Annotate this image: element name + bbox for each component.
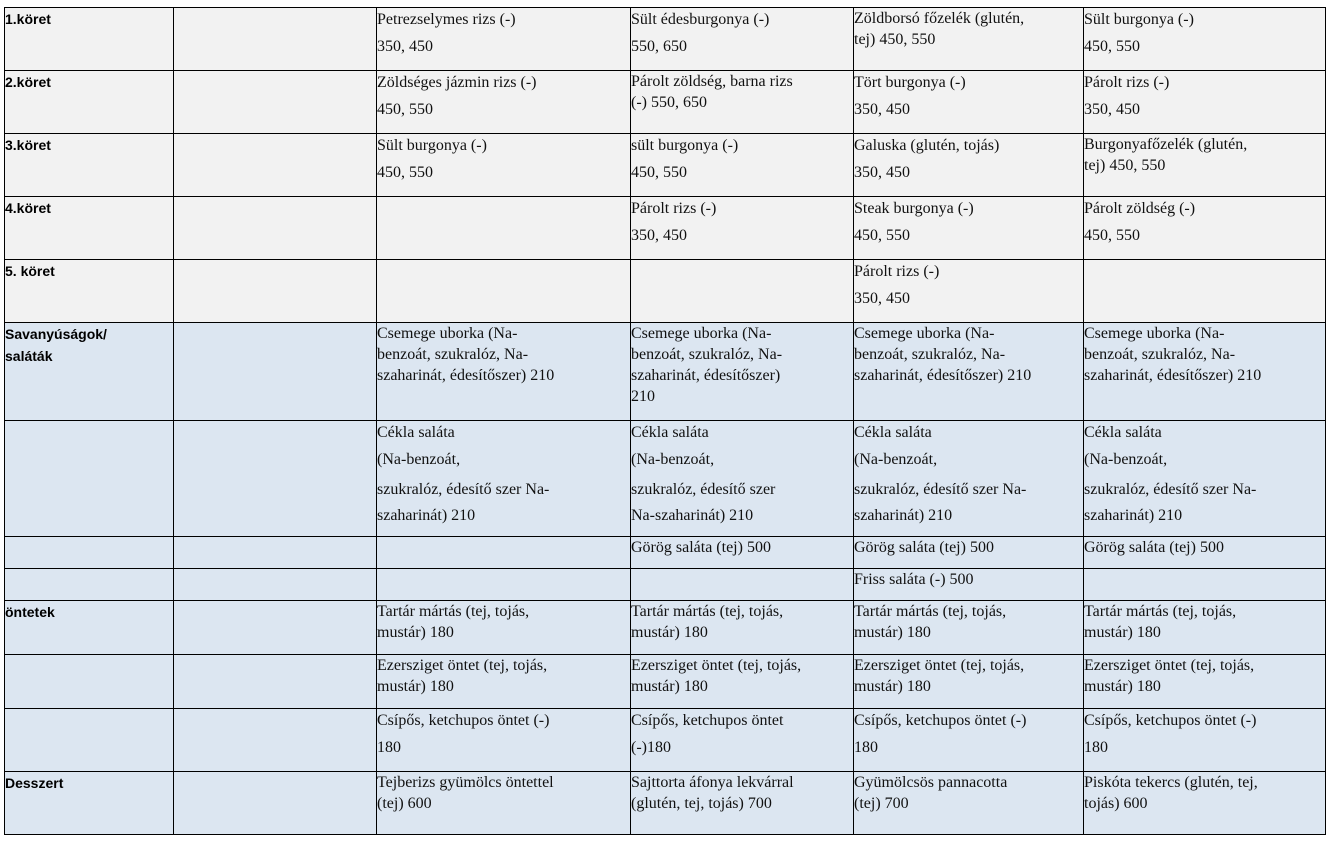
menu-item-line: benzoát, szukralóz, Na- — [377, 346, 529, 363]
menu-item-line: benzoát, szukralóz, Na- — [1084, 346, 1236, 363]
menu-cell — [854, 71, 1084, 134]
menu-cell — [854, 655, 1084, 709]
menu-item-line: 350, 450 — [377, 38, 433, 55]
menu-item-line: tej) 450, 550 — [1084, 157, 1166, 174]
menu-cell — [1084, 197, 1326, 260]
menu-cell — [631, 772, 854, 835]
menu-item-line: mustár) 180 — [854, 678, 931, 695]
menu-row — [5, 323, 1326, 421]
menu-item-line: 350, 450 — [854, 101, 910, 118]
menu-item-line: benzoát, szukralóz, Na- — [631, 346, 783, 363]
empty-cell — [174, 537, 377, 569]
menu-item-line: szaharinát) 210 — [854, 507, 953, 524]
menu-row — [5, 655, 1326, 709]
menu-item-line: (-) 550, 650 — [631, 94, 707, 111]
menu-row — [5, 71, 1326, 134]
menu-item-line: Ezersziget öntet (tej, tojás, — [854, 657, 1025, 674]
menu-item-line: 450, 550 — [377, 101, 433, 118]
menu-item-line: mustár) 180 — [631, 624, 708, 641]
menu-cell — [854, 260, 1084, 323]
menu-item-line: benzoát, szukralóz, Na- — [854, 346, 1006, 363]
menu-item-line: Csípős, ketchupos öntet — [631, 712, 784, 729]
row-label: 5. köret — [5, 260, 174, 323]
menu-cell — [854, 197, 1084, 260]
menu-cell — [631, 655, 854, 709]
row-label: öntetek — [5, 601, 174, 655]
menu-item-line: szukralóz, édesítő szer — [631, 481, 776, 498]
menu-cell — [377, 260, 631, 323]
menu-item-line: 450, 550 — [377, 164, 433, 181]
menu-cell — [854, 134, 1084, 197]
empty-cell — [174, 772, 377, 835]
menu-item-line: Sült édesburgonya (-) — [631, 11, 770, 28]
menu-cell — [631, 134, 854, 197]
menu-cell — [377, 323, 631, 421]
menu-item-line: szukralóz, édesítő szer Na- — [854, 481, 1027, 498]
menu-item-line: Tartár mártás (tej, tojás, — [631, 603, 784, 620]
menu-table — [4, 7, 1326, 835]
menu-row — [5, 134, 1326, 197]
empty-cell — [174, 134, 377, 197]
menu-item-line: 180 — [377, 739, 401, 756]
menu-cell — [631, 537, 854, 569]
menu-item-line: Ezersziget öntet (tej, tojás, — [1084, 657, 1255, 674]
menu-cell — [854, 8, 1084, 71]
menu-item-line: 450, 550 — [1084, 227, 1140, 244]
menu-item-line: Steak burgonya (-) — [854, 200, 974, 217]
menu-item-line: szaharinát) 210 — [1084, 507, 1183, 524]
menu-item-line: Párolt rizs (-) — [631, 200, 717, 217]
menu-item-line: 350, 450 — [854, 290, 910, 307]
menu-cell — [854, 601, 1084, 655]
menu-item-line: Sült burgonya (-) — [1084, 11, 1194, 28]
menu-item-line: (Na-benzoát, — [377, 451, 461, 468]
menu-cell — [377, 71, 631, 134]
menu-item-line: mustár) 180 — [1084, 624, 1161, 641]
menu-item-line: Tört burgonya (-) — [854, 74, 966, 91]
menu-item-line: szaharinát, édesítőszer) — [631, 367, 781, 384]
menu-item-line: Csemege uborka (Na- — [854, 325, 995, 342]
menu-item-line: (Na-benzoát, — [854, 451, 938, 468]
menu-row — [5, 421, 1326, 537]
menu-item-line: Tartár mártás (tej, tojás, — [377, 603, 530, 620]
menu-cell — [854, 772, 1084, 835]
menu-item-line: 450, 550 — [854, 227, 910, 244]
menu-cell — [1084, 8, 1326, 71]
menu-cell — [377, 421, 631, 537]
menu-row — [5, 772, 1326, 835]
menu-item-line: Párolt zöldség (-) — [1084, 200, 1196, 217]
menu-item-line: Tartár mártás (tej, tojás, — [1084, 603, 1237, 620]
empty-cell — [174, 601, 377, 655]
menu-item-line: 550, 650 — [631, 38, 687, 55]
menu-cell — [631, 569, 854, 601]
menu-item-line: Piskóta tekercs (glutén, tej, — [1084, 774, 1258, 791]
menu-item-line: tej) 450, 550 — [854, 31, 936, 48]
menu-item-line: Csemege uborka (Na- — [631, 325, 772, 342]
row-label — [5, 655, 174, 709]
menu-row — [5, 569, 1326, 601]
empty-cell — [174, 655, 377, 709]
empty-cell — [174, 569, 377, 601]
menu-cell — [1084, 260, 1326, 323]
menu-row — [5, 260, 1326, 323]
menu-item-line: szukralóz, édesítő szer Na- — [1084, 481, 1257, 498]
menu-item-line: 350, 450 — [854, 164, 910, 181]
menu-row — [5, 197, 1326, 260]
menu-item-line: mustár) 180 — [854, 624, 931, 641]
menu-cell — [1084, 655, 1326, 709]
menu-item-line: (Na-benzoát, — [631, 451, 715, 468]
menu-item-line: Ezersziget öntet (tej, tojás, — [631, 657, 802, 674]
empty-cell — [174, 8, 377, 71]
empty-cell — [174, 421, 377, 537]
row-label — [5, 323, 174, 421]
menu-cell — [1084, 709, 1326, 772]
menu-item-line: 450, 550 — [631, 164, 687, 181]
menu-item-line: Görög saláta (tej) 500 — [854, 539, 994, 556]
row-label: 4.köret — [5, 197, 174, 260]
menu-item-line: Zöldborsó főzelék (glutén, — [854, 10, 1025, 27]
menu-item-line: Sajttorta áfonya lekvárral — [631, 774, 794, 791]
menu-item-line: (tej) 600 — [377, 795, 432, 812]
row-label: 1.köret — [5, 8, 174, 71]
menu-item-line: mustár) 180 — [377, 678, 454, 695]
menu-cell — [377, 537, 631, 569]
menu-cell — [377, 197, 631, 260]
menu-item-line: Csípős, ketchupos öntet (-) — [1084, 712, 1257, 729]
menu-row — [5, 8, 1326, 71]
empty-cell — [174, 323, 377, 421]
menu-item-line: Sült burgonya (-) — [377, 137, 487, 154]
menu-item-line: Csemege uborka (Na- — [377, 325, 518, 342]
menu-item-line: (glutén, tej, tojás) 700 — [631, 795, 772, 812]
menu-cell — [377, 772, 631, 835]
menu-cell — [631, 260, 854, 323]
menu-cell — [631, 601, 854, 655]
menu-item-line: Tartár mártás (tej, tojás, — [854, 603, 1007, 620]
menu-item-line: szaharinát, édesítőszer) 210 — [854, 367, 1032, 384]
menu-item-line: Gyümölcsös pannacotta — [854, 774, 1008, 791]
row-label-line: Savanyúságok/ — [5, 326, 107, 342]
menu-cell — [854, 569, 1084, 601]
menu-row — [5, 537, 1326, 569]
menu-item-line: sült burgonya (-) — [631, 137, 739, 154]
menu-item-line: Görög saláta (tej) 500 — [1084, 539, 1224, 556]
menu-item-line: (Na-benzoát, — [1084, 451, 1168, 468]
menu-item-line: Csemege uborka (Na- — [1084, 325, 1225, 342]
menu-item-line: Na-szaharinát) 210 — [631, 507, 754, 524]
menu-item-line: Burgonyafőzelék (glutén, — [1084, 136, 1248, 153]
menu-item-line: mustár) 180 — [631, 678, 708, 695]
menu-item-line: Görög saláta (tej) 500 — [631, 539, 771, 556]
row-label — [5, 569, 174, 601]
menu-item-line: szaharinát, édesítőszer) 210 — [1084, 367, 1262, 384]
menu-cell — [854, 537, 1084, 569]
menu-item-line: Csípős, ketchupos öntet (-) — [377, 712, 550, 729]
row-label-line: saláták — [5, 348, 53, 364]
row-label: 2.köret — [5, 71, 174, 134]
menu-item-line: 180 — [854, 739, 878, 756]
menu-item-line: (tej) 700 — [854, 795, 909, 812]
menu-item-line: 450, 550 — [1084, 38, 1140, 55]
menu-item-line: 350, 450 — [631, 227, 687, 244]
menu-item-line: Cékla saláta — [1084, 424, 1162, 441]
menu-item-line: Cékla saláta — [854, 424, 932, 441]
menu-cell — [377, 8, 631, 71]
menu-item-line: 180 — [1084, 739, 1108, 756]
menu-item-line: tojás) 600 — [1084, 795, 1148, 812]
menu-item-line: Cékla saláta — [631, 424, 709, 441]
row-label: 3.köret — [5, 134, 174, 197]
menu-item-line: Csípős, ketchupos öntet (-) — [854, 712, 1027, 729]
row-label — [5, 709, 174, 772]
menu-row — [5, 709, 1326, 772]
menu-cell — [631, 71, 854, 134]
menu-cell — [377, 569, 631, 601]
menu-cell — [854, 421, 1084, 537]
menu-item-line: 210 — [631, 388, 655, 405]
menu-item-line: Párolt rizs (-) — [1084, 74, 1170, 91]
menu-item-line: Friss saláta (-) 500 — [854, 571, 974, 588]
menu-cell — [377, 655, 631, 709]
menu-row — [5, 601, 1326, 655]
menu-item-line: (-)180 — [631, 739, 671, 756]
menu-item-line: Zöldséges jázmin rizs (-) — [377, 74, 537, 91]
menu-item-line: Párolt zöldség, barna rizs — [631, 73, 793, 90]
menu-cell — [854, 323, 1084, 421]
menu-cell — [631, 421, 854, 537]
menu-cell — [1084, 569, 1326, 601]
menu-item-line: Cékla saláta — [377, 424, 455, 441]
menu-cell — [1084, 134, 1326, 197]
row-label: Desszert — [5, 772, 174, 835]
menu-item-line: Galuska (glutén, tojás) — [854, 137, 1000, 154]
menu-item-line: szaharinát) 210 — [377, 507, 476, 524]
menu-cell — [1084, 71, 1326, 134]
menu-cell — [377, 601, 631, 655]
row-label — [5, 537, 174, 569]
menu-cell — [1084, 772, 1326, 835]
menu-cell — [377, 709, 631, 772]
empty-cell — [174, 260, 377, 323]
empty-cell — [174, 197, 377, 260]
menu-cell — [377, 134, 631, 197]
menu-item-line: mustár) 180 — [377, 624, 454, 641]
menu-cell — [631, 197, 854, 260]
menu-cell — [1084, 323, 1326, 421]
menu-cell — [1084, 421, 1326, 537]
menu-cell — [1084, 601, 1326, 655]
menu-item-line: Petrezselymes rizs (-) — [377, 11, 516, 28]
menu-cell — [631, 8, 854, 71]
menu-cell — [854, 709, 1084, 772]
menu-item-line: Ezersziget öntet (tej, tojás, — [377, 657, 548, 674]
empty-cell — [174, 71, 377, 134]
empty-cell — [174, 709, 377, 772]
menu-item-line: szukralóz, édesítő szer Na- — [377, 481, 550, 498]
menu-cell — [631, 709, 854, 772]
menu-item-line: Tejberizs gyümölcs öntettel — [377, 774, 554, 791]
menu-item-line: mustár) 180 — [1084, 678, 1161, 695]
menu-item-line: szaharinát, édesítőszer) 210 — [377, 367, 555, 384]
menu-cell — [1084, 537, 1326, 569]
menu-item-line: 350, 450 — [1084, 101, 1140, 118]
menu-item-line: Párolt rizs (-) — [854, 263, 940, 280]
menu-cell — [631, 323, 854, 421]
row-label — [5, 421, 174, 537]
